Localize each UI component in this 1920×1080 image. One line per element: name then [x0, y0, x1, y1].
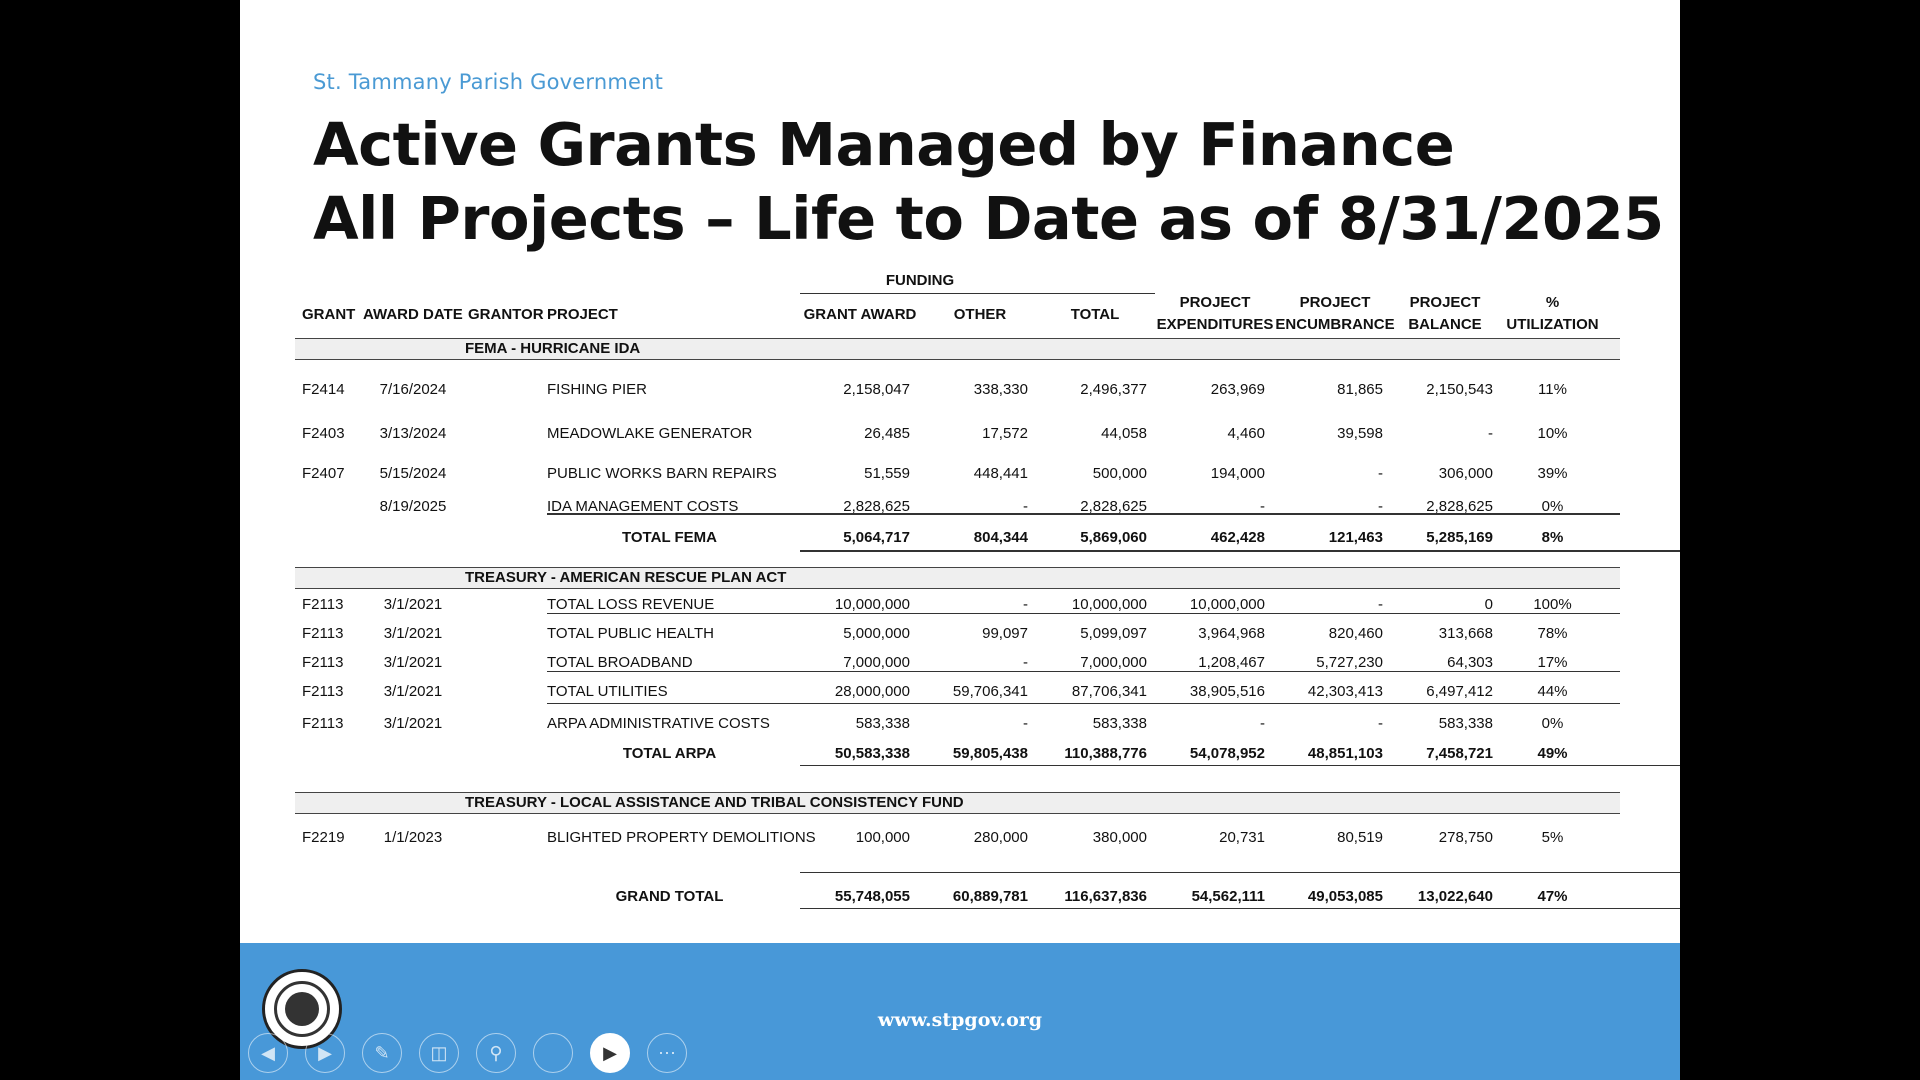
funding-rule: [800, 293, 1155, 294]
table-cell-enc: 80,519: [1337, 829, 1383, 846]
table-cell-date: 3/1/2021: [383, 683, 443, 700]
table-cell-grant: F2407: [302, 465, 345, 482]
table-cell-date: 3/1/2021: [383, 596, 443, 613]
table-cell-date: 3/13/2024: [379, 425, 447, 442]
next-icon[interactable]: ▶: [305, 1033, 345, 1073]
col-header-utilization-2: UTILIZATION: [1506, 316, 1599, 333]
table-cell-total: 380,000: [1092, 829, 1147, 846]
section-title: TREASURY - AMERICAN RESCUE PLAN ACT: [465, 569, 787, 586]
table-cell-enc: -: [1378, 596, 1383, 613]
table-cell-project: TOTAL PUBLIC HEALTH: [547, 625, 714, 642]
table-cell-grant: F2403: [302, 425, 345, 442]
table-cell-total: 10,000,000: [1071, 596, 1147, 613]
more-icon[interactable]: ⋯: [647, 1033, 687, 1073]
table-cell-exp: 194,000: [1210, 465, 1265, 482]
table-cell-grant: F2414: [302, 381, 345, 398]
total-cell-exp: 54,078,952: [1189, 745, 1265, 762]
table-rule: [547, 613, 1620, 614]
table-cell-bal: 306,000: [1438, 465, 1493, 482]
table-cell-total: 2,828,625: [1080, 498, 1147, 515]
table-cell-bal: 583,338: [1438, 715, 1493, 732]
table-cell-bal: -: [1488, 425, 1493, 442]
col-header-grantor: GRANTOR: [468, 306, 544, 323]
table-cell-grant: F2113: [302, 683, 344, 700]
table-cell-award: 583,338: [855, 715, 910, 732]
organization-name: St. Tammany Parish Government: [313, 70, 664, 94]
blank-icon[interactable]: [533, 1033, 573, 1073]
table-cell-enc: 39,598: [1337, 425, 1383, 442]
table-cell-exp: 4,460: [1227, 425, 1265, 442]
table-cell-util: 78%: [1537, 625, 1568, 642]
total-cell-other: 804,344: [973, 529, 1028, 546]
table-cell-util: 5%: [1541, 829, 1564, 846]
grand-total-cell-enc: 49,053,085: [1307, 888, 1383, 905]
table-cell-exp: 263,969: [1210, 381, 1265, 398]
table-cell-other: 280,000: [973, 829, 1028, 846]
funding-header: FUNDING: [885, 272, 955, 289]
table-cell-other: -: [1023, 498, 1028, 515]
total-cell-other: 59,805,438: [952, 745, 1028, 762]
grand-total-cell-total: 116,637,836: [1064, 888, 1147, 905]
total-cell-award: 50,583,338: [834, 745, 910, 762]
table-cell-project: TOTAL UTILITIES: [547, 683, 668, 700]
table-cell-other: -: [1023, 715, 1028, 732]
col-header-grant-award: GRANT AWARD: [803, 306, 917, 323]
table-cell-util: 0%: [1541, 498, 1564, 515]
table-rule: [800, 550, 1680, 552]
table-cell-date: 3/1/2021: [383, 625, 443, 642]
table-cell-util: 44%: [1537, 683, 1568, 700]
camera-icon[interactable]: ▶: [590, 1033, 630, 1073]
table-cell-bal: 6,497,412: [1426, 683, 1493, 700]
table-cell-total: 87,706,341: [1071, 683, 1147, 700]
grand-total-cell-util: 47%: [1537, 888, 1568, 905]
table-cell-bal: 0: [1484, 596, 1493, 613]
table-cell-project: TOTAL LOSS REVENUE: [547, 596, 715, 613]
table-cell-project: IDA MANAGEMENT COSTS: [547, 498, 739, 515]
section-title: FEMA - HURRICANE IDA: [465, 340, 641, 357]
total-cell-award: 5,064,717: [843, 529, 910, 546]
table-cell-util: 17%: [1537, 654, 1568, 671]
presentation-slide: [240, 0, 1680, 1080]
website-url: www.stpgov.org: [877, 1009, 1043, 1031]
col-header-balance-2: BALANCE: [1408, 316, 1482, 333]
table-rule: [547, 703, 1620, 704]
title-line-2: All Projects – Life to Date as of 8/31/2025: [313, 184, 1664, 253]
table-cell-award: 2,158,047: [843, 381, 910, 398]
table-cell-grant: F2113: [302, 715, 344, 732]
pen-icon[interactable]: ✎: [362, 1033, 402, 1073]
col-header-expenditures-2: EXPENDITURES: [1156, 316, 1274, 333]
col-header-encumbrance-2: ENCUMBRANCE: [1275, 316, 1395, 333]
table-cell-other: 99,097: [982, 625, 1028, 642]
section-total-label: TOTAL ARPA: [622, 745, 717, 762]
table-rule: [800, 872, 1680, 873]
table-cell-util: 100%: [1533, 596, 1572, 613]
slides-icon[interactable]: ◫: [419, 1033, 459, 1073]
table-cell-total: 500,000: [1092, 465, 1147, 482]
previous-icon[interactable]: ◀: [248, 1033, 288, 1073]
grand-total-cell-other: 60,889,781: [952, 888, 1028, 905]
table-cell-project: ARPA ADMINISTRATIVE COSTS: [547, 715, 770, 732]
table-cell-date: 3/1/2021: [383, 715, 443, 732]
table-cell-util: 11%: [1538, 381, 1567, 398]
total-cell-enc: 121,463: [1328, 529, 1383, 546]
table-cell-bal: 64,303: [1447, 654, 1493, 671]
table-rule: [800, 908, 1680, 909]
table-cell-enc: 42,303,413: [1307, 683, 1383, 700]
slide-title: [313, 108, 1664, 256]
table-cell-exp: 10,000,000: [1189, 596, 1265, 613]
col-header-other: OTHER: [953, 306, 1007, 323]
table-cell-date: 5/15/2024: [379, 465, 447, 482]
col-header-balance-1: PROJECT: [1409, 294, 1481, 311]
table-cell-award: 2,828,625: [843, 498, 910, 515]
table-cell-util: 39%: [1537, 465, 1568, 482]
table-cell-grant: F2113: [302, 596, 344, 613]
table-cell-bal: 2,150,543: [1426, 381, 1493, 398]
table-cell-grant: F2113: [302, 654, 344, 671]
col-header-encumbrance-1: PROJECT: [1299, 294, 1371, 311]
total-cell-exp: 462,428: [1210, 529, 1265, 546]
slide-footer: [240, 943, 1680, 1080]
table-cell-project: TOTAL BROADBAND: [547, 654, 693, 671]
table-cell-enc: -: [1378, 498, 1383, 515]
zoom-icon[interactable]: ⚲: [476, 1033, 516, 1073]
table-cell-util: 10%: [1537, 425, 1568, 442]
table-rule: [800, 765, 1680, 766]
table-cell-other: 17,572: [982, 425, 1028, 442]
table-cell-enc: -: [1378, 465, 1383, 482]
col-header-utilization-1: %: [1545, 294, 1560, 311]
table-rule: [547, 671, 1620, 672]
section-total-label: TOTAL FEMA: [622, 529, 717, 546]
table-cell-award: 10,000,000: [834, 596, 910, 613]
total-cell-total: 5,869,060: [1080, 529, 1147, 546]
table-cell-other: 59,706,341: [952, 683, 1028, 700]
grand-total-cell-bal: 13,022,640: [1417, 888, 1493, 905]
grants-table: [240, 270, 1680, 920]
title-line-1: Active Grants Managed by Finance: [313, 110, 1455, 179]
total-cell-util: 8%: [1541, 529, 1564, 546]
table-cell-exp: 38,905,516: [1189, 683, 1265, 700]
table-cell-project: PUBLIC WORKS BARN REPAIRS: [547, 465, 777, 482]
table-cell-award: 7,000,000: [843, 654, 910, 671]
col-header-project: PROJECT: [547, 306, 618, 323]
table-cell-date: 1/1/2023: [383, 829, 443, 846]
table-cell-util: 0%: [1541, 715, 1564, 732]
table-cell-exp: -: [1260, 498, 1265, 515]
table-cell-project: MEADOWLAKE GENERATOR: [547, 425, 753, 442]
table-cell-bal: 278,750: [1438, 829, 1493, 846]
section-title: TREASURY - LOCAL ASSISTANCE AND TRIBAL CONSISTENCY FUND: [465, 794, 964, 811]
table-rule: [547, 513, 1620, 515]
table-cell-total: 583,338: [1092, 715, 1147, 732]
table-cell-award: 100,000: [855, 829, 910, 846]
table-cell-total: 44,058: [1101, 425, 1147, 442]
table-cell-award: 26,485: [864, 425, 910, 442]
table-cell-bal: 313,668: [1438, 625, 1493, 642]
grand-total-label: GRAND TOTAL: [615, 888, 724, 905]
table-cell-project: BLIGHTED PROPERTY DEMOLITIONS: [547, 829, 816, 846]
table-cell-other: 448,441: [973, 465, 1028, 482]
total-cell-bal: 5,285,169: [1426, 529, 1493, 546]
table-cell-award: 28,000,000: [834, 683, 910, 700]
col-header-total: TOTAL: [1070, 306, 1120, 323]
table-cell-exp: -: [1260, 715, 1265, 732]
col-header-award-date: AWARD DATE: [363, 306, 463, 323]
total-cell-bal: 7,458,721: [1426, 745, 1493, 762]
table-cell-other: -: [1023, 596, 1028, 613]
col-header-expenditures-1: PROJECT: [1179, 294, 1251, 311]
table-cell-grant: F2113: [302, 625, 344, 642]
table-cell-date: 8/19/2025: [379, 498, 447, 515]
table-cell-enc: 820,460: [1328, 625, 1383, 642]
table-cell-award: 5,000,000: [843, 625, 910, 642]
table-cell-bal: 2,828,625: [1426, 498, 1493, 515]
grand-total-cell-exp: 54,562,111: [1191, 888, 1265, 905]
table-cell-grant: F2219: [302, 829, 345, 846]
table-cell-other: -: [1023, 654, 1028, 671]
table-cell-date: 7/16/2024: [379, 381, 447, 398]
table-cell-enc: -: [1378, 715, 1383, 732]
table-cell-award: 51,559: [864, 465, 910, 482]
table-cell-exp: 1,208,467: [1198, 654, 1265, 671]
total-cell-util: 49%: [1537, 745, 1568, 762]
total-cell-enc: 48,851,103: [1307, 745, 1383, 762]
grand-total-cell-award: 55,748,055: [834, 888, 910, 905]
total-cell-total: 110,388,776: [1064, 745, 1147, 762]
table-cell-total: 5,099,097: [1080, 625, 1147, 642]
table-cell-total: 2,496,377: [1080, 381, 1147, 398]
table-cell-other: 338,330: [973, 381, 1028, 398]
table-cell-exp: 3,964,968: [1198, 625, 1265, 642]
table-cell-enc: 81,865: [1337, 381, 1383, 398]
table-cell-date: 3/1/2021: [383, 654, 443, 671]
table-cell-exp: 20,731: [1219, 829, 1265, 846]
col-header-grant: GRANT: [302, 306, 356, 323]
table-cell-enc: 5,727,230: [1316, 654, 1383, 671]
table-cell-project: FISHING PIER: [547, 381, 648, 398]
table-cell-total: 7,000,000: [1080, 654, 1147, 671]
